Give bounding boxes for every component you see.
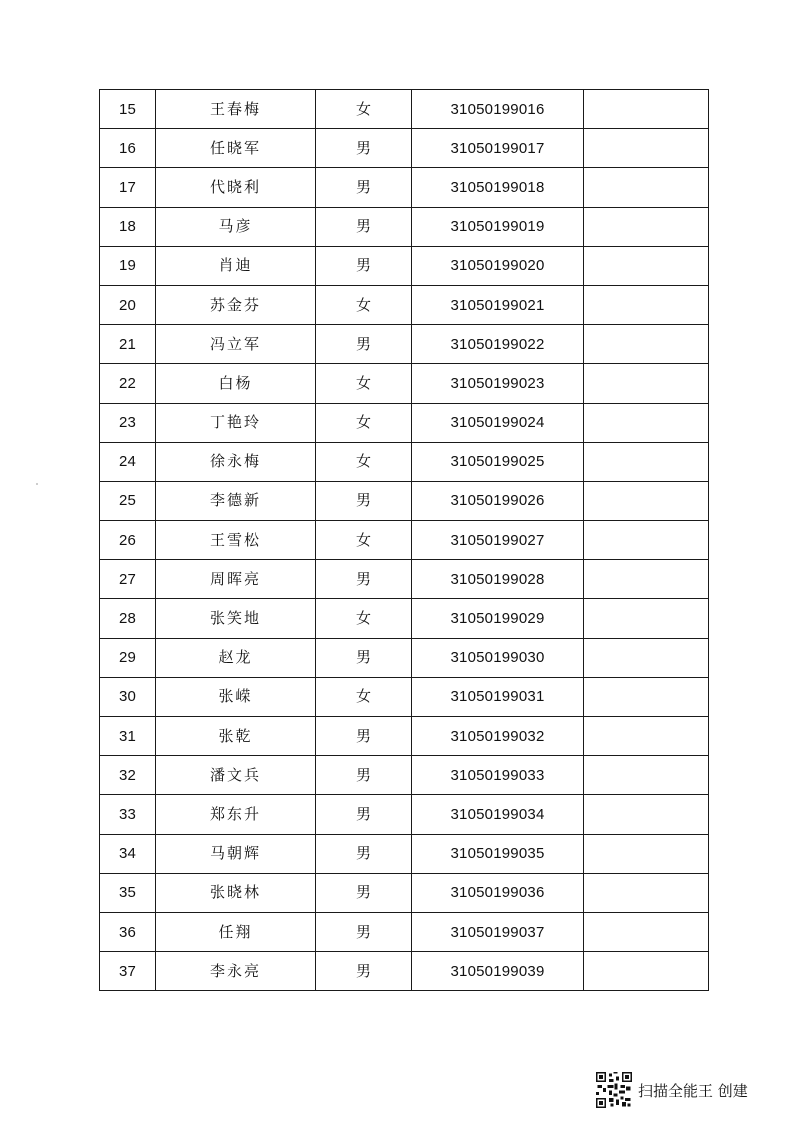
table-row: [100, 560, 709, 599]
cell-id-number: 31050199035: [412, 834, 584, 873]
table-row: [100, 873, 709, 912]
cell-name: 张晓林: [156, 873, 316, 912]
cell-number: 18: [100, 207, 156, 246]
cell-note: [584, 677, 709, 716]
cell-note: [584, 481, 709, 520]
cell-number: 24: [100, 442, 156, 481]
cell-id-number: 31050199025: [412, 442, 584, 481]
cell-gender: 男: [316, 795, 412, 834]
cell-gender: 男: [316, 717, 412, 756]
cell-id-number: 31050199039: [412, 952, 584, 991]
table-row: [100, 129, 709, 168]
cell-gender: 男: [316, 168, 412, 207]
cell-gender: 女: [316, 442, 412, 481]
cell-gender: 男: [316, 756, 412, 795]
cell-name: 李德新: [156, 481, 316, 520]
cell-note: [584, 207, 709, 246]
cell-id-number: 31050199031: [412, 677, 584, 716]
cell-gender: 男: [316, 560, 412, 599]
cell-note: [584, 873, 709, 912]
cell-id-number: 31050199029: [412, 599, 584, 638]
scanner-watermark: [596, 1070, 771, 1110]
cell-note: [584, 521, 709, 560]
cell-gender: 男: [316, 912, 412, 951]
roster-table-body: [100, 90, 709, 991]
table-row: [100, 246, 709, 285]
cell-id-number: 31050199034: [412, 795, 584, 834]
cell-name: 徐永梅: [156, 442, 316, 481]
cell-name: 张嵘: [156, 677, 316, 716]
cell-note: [584, 717, 709, 756]
cell-id-number: 31050199021: [412, 285, 584, 324]
cell-note: [584, 246, 709, 285]
table-row: [100, 168, 709, 207]
cell-id-number: 31050199033: [412, 756, 584, 795]
cell-id-number: 31050199027: [412, 521, 584, 560]
cell-number: 17: [100, 168, 156, 207]
cell-name: 王春梅: [156, 90, 316, 129]
cell-gender: 男: [316, 638, 412, 677]
cell-number: 29: [100, 638, 156, 677]
cell-gender: 女: [316, 403, 412, 442]
cell-id-number: 31050199023: [412, 364, 584, 403]
table-row: [100, 285, 709, 324]
cell-gender: 男: [316, 481, 412, 520]
cell-number: 28: [100, 599, 156, 638]
cell-note: [584, 795, 709, 834]
cell-note: [584, 364, 709, 403]
cell-name: 丁艳玲: [156, 403, 316, 442]
cell-gender: 男: [316, 873, 412, 912]
cell-name: 白杨: [156, 364, 316, 403]
cell-note: [584, 442, 709, 481]
cell-gender: 男: [316, 207, 412, 246]
cell-number: 32: [100, 756, 156, 795]
cell-number: 31: [100, 717, 156, 756]
cell-id-number: 31050199030: [412, 638, 584, 677]
cell-gender: 女: [316, 599, 412, 638]
cell-name: 代晓利: [156, 168, 316, 207]
cell-note: [584, 285, 709, 324]
cell-id-number: 31050199026: [412, 481, 584, 520]
cell-note: [584, 325, 709, 364]
cell-name: 赵龙: [156, 638, 316, 677]
table-row: [100, 364, 709, 403]
cell-note: [584, 599, 709, 638]
cell-note: [584, 638, 709, 677]
cell-number: 25: [100, 481, 156, 520]
cell-name: 苏金芬: [156, 285, 316, 324]
cell-name: 郑东升: [156, 795, 316, 834]
cell-gender: 男: [316, 325, 412, 364]
cell-gender: 男: [316, 129, 412, 168]
table-row: [100, 207, 709, 246]
cell-note: [584, 168, 709, 207]
table-row: [100, 912, 709, 951]
cell-gender: 女: [316, 677, 412, 716]
cell-number: 15: [100, 90, 156, 129]
cell-number: 30: [100, 677, 156, 716]
cell-number: 20: [100, 285, 156, 324]
cell-gender: 女: [316, 285, 412, 324]
cell-note: [584, 912, 709, 951]
cell-number: 26: [100, 521, 156, 560]
cell-id-number: 31050199022: [412, 325, 584, 364]
cell-note: [584, 403, 709, 442]
cell-name: 肖迪: [156, 246, 316, 285]
cell-note: [584, 90, 709, 129]
cell-number: 36: [100, 912, 156, 951]
cell-name: 马朝辉: [156, 834, 316, 873]
cell-name: 任翔: [156, 912, 316, 951]
table-row: [100, 481, 709, 520]
cell-id-number: 31050199018: [412, 168, 584, 207]
table-row: [100, 952, 709, 991]
cell-id-number: 31050199024: [412, 403, 584, 442]
cell-name: 任晓军: [156, 129, 316, 168]
cell-note: [584, 952, 709, 991]
cell-id-number: 31050199016: [412, 90, 584, 129]
cell-note: [584, 129, 709, 168]
cell-name: 张乾: [156, 717, 316, 756]
cell-number: 37: [100, 952, 156, 991]
cell-number: 33: [100, 795, 156, 834]
cell-name: 周晖亮: [156, 560, 316, 599]
cell-gender: 女: [316, 90, 412, 129]
table-row: [100, 638, 709, 677]
table-row: [100, 521, 709, 560]
cell-id-number: 31050199036: [412, 873, 584, 912]
cell-name: 潘文兵: [156, 756, 316, 795]
cell-id-number: 31050199017: [412, 129, 584, 168]
table-row: [100, 325, 709, 364]
cell-number: 34: [100, 834, 156, 873]
cell-number: 22: [100, 364, 156, 403]
cell-name: 王雪松: [156, 521, 316, 560]
table-row: [100, 90, 709, 129]
cell-id-number: 31050199028: [412, 560, 584, 599]
cell-number: 16: [100, 129, 156, 168]
table-row: [100, 756, 709, 795]
cell-number: 27: [100, 560, 156, 599]
cell-gender: 女: [316, 364, 412, 403]
table-row: [100, 834, 709, 873]
cell-id-number: 31050199037: [412, 912, 584, 951]
table-row: [100, 795, 709, 834]
cell-gender: 男: [316, 952, 412, 991]
cell-gender: 女: [316, 521, 412, 560]
cell-note: [584, 834, 709, 873]
cell-gender: 男: [316, 834, 412, 873]
qr-code-icon: [596, 1072, 632, 1108]
cell-id-number: 31050199020: [412, 246, 584, 285]
cell-name: 马彦: [156, 207, 316, 246]
cell-number: 19: [100, 246, 156, 285]
cell-name: 李永亮: [156, 952, 316, 991]
cell-number: 23: [100, 403, 156, 442]
scan-speck: [36, 483, 38, 485]
cell-number: 35: [100, 873, 156, 912]
cell-note: [584, 756, 709, 795]
cell-name: 冯立军: [156, 325, 316, 364]
cell-name: 张笑地: [156, 599, 316, 638]
watermark-text: 扫描全能王 创建: [638, 1081, 748, 1100]
cell-id-number: 31050199032: [412, 717, 584, 756]
table-row: [100, 442, 709, 481]
roster-table: [99, 89, 709, 991]
cell-number: 21: [100, 325, 156, 364]
table-row: [100, 677, 709, 716]
cell-gender: 男: [316, 246, 412, 285]
table-row: [100, 599, 709, 638]
table-row: [100, 403, 709, 442]
cell-id-number: 31050199019: [412, 207, 584, 246]
cell-note: [584, 560, 709, 599]
table-row: [100, 717, 709, 756]
